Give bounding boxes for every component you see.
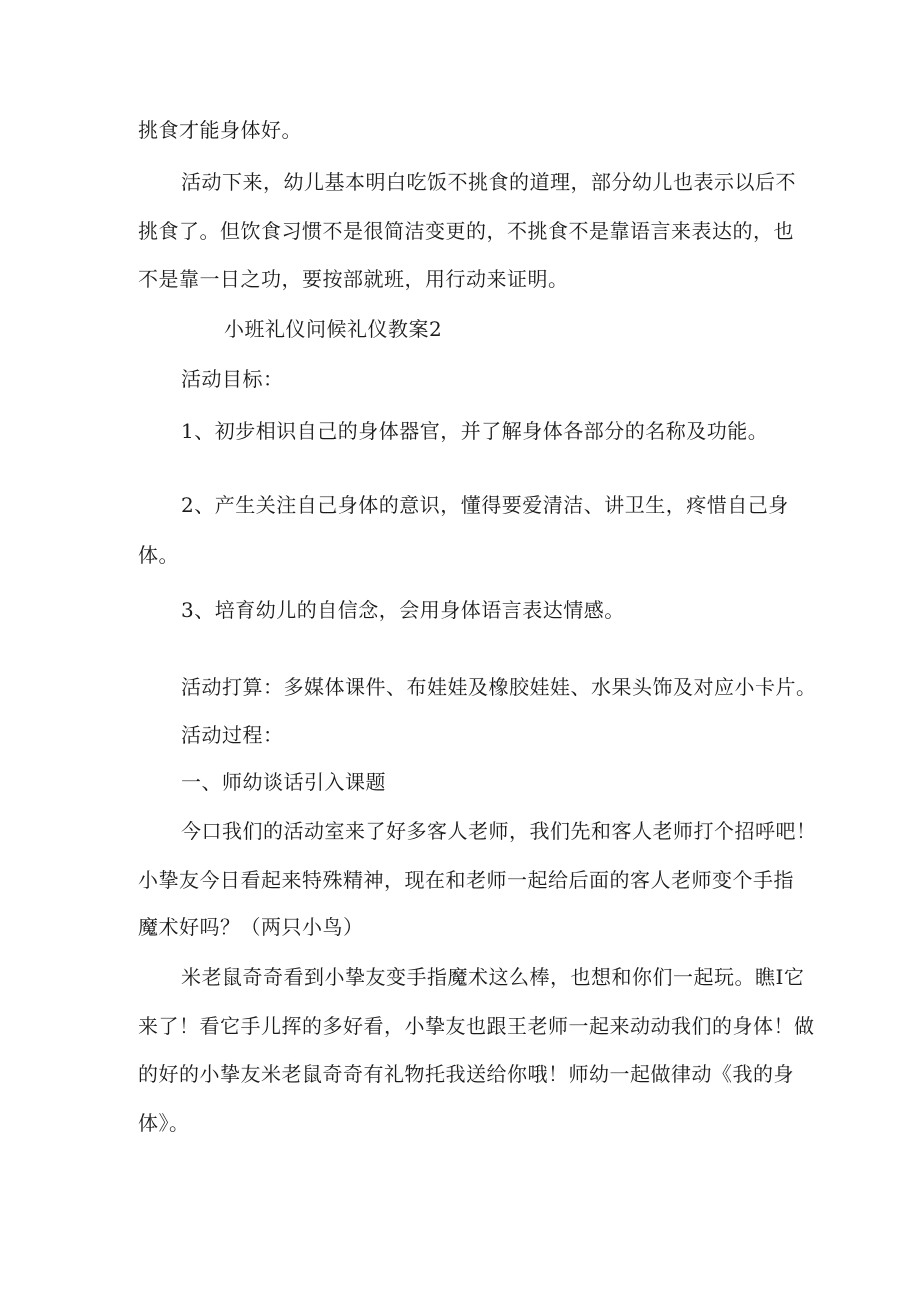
goal-item-2-continued: 体。 [138,543,179,567]
paragraph-line: 米老鼠奇奇看到小挚友变手指魔术这么棒，也想和你们一起玩。瞧I它 [181,965,805,989]
paragraph-line: 挑食才能身体好。 [138,118,302,142]
paragraph-line: 小挚友今日看起来特殊精神，现在和老师一起给后面的客人老师变个手指 [138,868,794,892]
goal-item-2: 2、产生关注自己身体的意识，懂得要爱清洁、讲卫生，疼惜自己身 [181,493,789,517]
section-heading-goals: 活动目标： [181,367,284,391]
materials-line: 活动打算：多媒体课件、布娃娃及橡胶娃娃、水果头饰及对应小卡片。 [181,675,817,699]
goal-item-3: 3、培育幼儿的自信念，会用身体语言表达情感。 [181,598,625,622]
paragraph-line: 活动下来，幼儿基本明白吃饭不挑食的道理，部分幼儿也表示以后不 [181,170,796,194]
paragraph-line: 今口我们的活动室来了好多客人老师，我们先和客人老师打个招呼吧！ [181,819,817,843]
paragraph-line: 的好的小挚友米老鼠奇奇有礼物托我送给你哦！师幼一起做律动《我的身 [138,1062,794,1086]
section-title: 小班礼仪问候礼仪教案2 [224,317,443,341]
paragraph-line: 魔术好吗？（两只小鸟） [138,915,364,939]
process-step-heading: 一、师幼谈话引入课题 [181,770,386,794]
paragraph-line: 来了！看它手儿挥的多好看，小挚友也跟王老师一起来动动我们的身体！做 [138,1014,815,1038]
section-heading-process: 活动过程： [181,723,284,747]
paragraph-line: 挑食了。但饮食习惯不是很简洁变更的，不挑食不是靠语言来表达的，也 [138,219,794,243]
goal-item-1: 1、初步相识自己的身体器官，并了解身体各部分的名称及功能。 [181,419,769,443]
paragraph-line: 体》。 [138,1111,190,1135]
paragraph-line: 不是靠一日之功，要按部就班，用行动来证明。 [138,267,569,291]
